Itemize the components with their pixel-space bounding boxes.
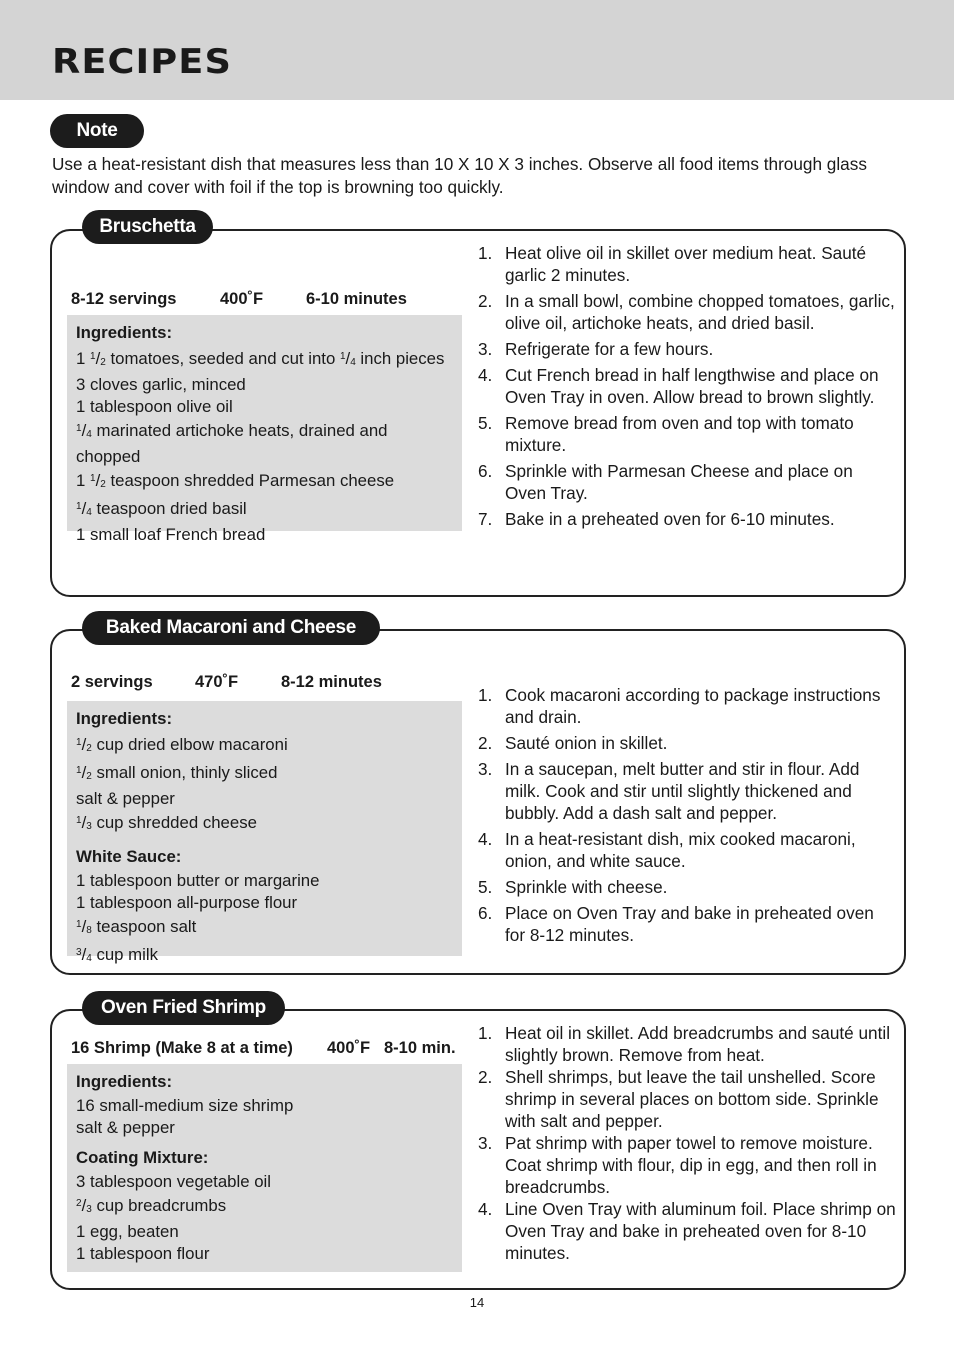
step-item: 4. Line Oven Tray with aluminum foil. Place shrimp on Oven Tray and bake in preheated oven for 8-10 minutes. xyxy=(478,1199,896,1263)
ingredients-panel-bruschetta xyxy=(67,315,462,544)
step-item: 4. Cut French bread in half lengthwise and place on Oven Tray in oven. Allow bread to brown slightly. xyxy=(478,365,879,407)
step-item: 6. Place on Oven Tray and bake in preheated oven for 8-12 minutes. xyxy=(478,903,874,945)
ingredients-heading: Ingredients: xyxy=(76,1072,173,1091)
ingredient-item: $^1/_8$ teaspoon salt xyxy=(76,917,197,936)
page-title: RECIPES xyxy=(52,42,232,82)
ingredient-item: $^3/_4$ cup milk xyxy=(76,945,159,964)
cook-time: 8-10 min. xyxy=(384,1039,456,1057)
ingredient-item: 1 small loaf French bread xyxy=(76,525,266,544)
note-label: Note xyxy=(50,114,144,148)
note-text: Use a heat-resistant dish that measures less than 10 X 10 X 3 inches. Observe all food items through glass window and cover with foil if the top is browning too quickly. xyxy=(52,154,867,197)
step-item: 2. Shell shrimps, but leave the tail unshelled. Score shrimp in several places on bottom side. Sprinkle with salt and pepper. xyxy=(478,1067,879,1131)
step-item: 5. Remove bread from oven and top with tomato mixture. xyxy=(478,413,854,455)
ingredient-item: 1 tablespoon all-purpose flour xyxy=(76,893,298,912)
steps-list-bruschetta xyxy=(478,242,898,534)
step-item: 3. In a saucepan, melt butter and stir in flour. Add milk. Cook and stir until slightly thickened and bubbly. Add a dash salt and pepper. xyxy=(478,759,860,823)
coating-mixture-heading: Coating Mixture: xyxy=(76,1148,209,1167)
ingredient-item: $^2/_3$ cup breadcrumbs xyxy=(76,1196,227,1215)
step-item: 3. Pat shrimp with paper towel to remove moisture. Coat shrimp with flour, dip in egg, and then roll in breadcrumbs. xyxy=(478,1133,877,1197)
ingredient-item: 16 small-medium size shrimp xyxy=(76,1096,294,1115)
step-item: 5. Sprinkle with cheese. xyxy=(478,877,668,897)
page-number: 14 xyxy=(469,1295,485,1310)
step-item: 4. In a heat-resistant dish, mix cooked macaroni, onion, and white sauce. xyxy=(478,829,856,871)
white-sauce-heading: White Sauce: xyxy=(76,847,182,866)
header-band xyxy=(0,0,954,100)
steps-list-macaroni xyxy=(478,684,898,950)
step-item: 2. In a small bowl, combine chopped tomatoes, garlic, olive oil, artichoke heats, and dried basil. xyxy=(478,291,895,333)
step-item: 1. Heat oil in skillet. Add breadcrumbs and sauté until slightly brown. Remove from heat. xyxy=(478,1023,891,1065)
ingredient-item: 3 cloves garlic, minced xyxy=(76,375,246,394)
ingredient-item: 1 tablespoon butter or margarine xyxy=(76,871,320,890)
recipe-title-shrimp: Oven Fried Shrimp xyxy=(82,991,285,1025)
ingredients-panel-macaroni xyxy=(67,701,462,964)
step-item: 6. Sprinkle with Parmesan Cheese and place on Oven Tray. xyxy=(478,461,853,503)
ingredient-item: 1 tablespoon olive oil xyxy=(76,397,233,416)
ingredient-item: 1 tablespoon flour xyxy=(76,1244,210,1263)
servings: 16 Shrimp (Make 8 at a time) xyxy=(71,1039,293,1057)
step-item: 3. Refrigerate for a few hours. xyxy=(478,339,714,359)
ingredient-item: $^1/_4$ marinated artichoke heats, drained and xyxy=(76,421,388,440)
ingredient-item: 1 $^1/_2$ teaspoon shredded Parmesan cheese xyxy=(76,471,395,490)
ingredient-item: 3 tablespoon vegetable oil xyxy=(76,1172,272,1191)
step-item: 1. Heat olive oil in skillet over medium heat. Sauté garlic 2 minutes. xyxy=(478,243,867,285)
ingredient-item: $^1/_2$ cup dried elbow macaroni xyxy=(76,735,288,754)
ingredients-heading: Ingredients: xyxy=(76,709,173,728)
ingredient-item: salt & pepper xyxy=(76,1118,175,1137)
ingredient-item: salt & pepper xyxy=(76,789,175,808)
recipe-title-bruschetta: Bruschetta xyxy=(82,210,213,244)
ingredient-item: 1 $^1/_2$ tomatoes, seeded and cut into $^1/_4$ inch pieces xyxy=(76,349,445,368)
temperature: 400˚F xyxy=(327,1039,371,1057)
temperature: 470˚F xyxy=(195,673,239,691)
cook-time: 6-10 minutes xyxy=(306,290,407,308)
temperature: 400˚F xyxy=(220,290,264,308)
ingredient-item: $^1/_4$ teaspoon dried basil xyxy=(76,499,247,518)
ingredient-item: $^1/_2$ small onion, thinly sliced xyxy=(76,763,278,782)
step-item: 1. Cook macaroni according to package instructions and drain. xyxy=(478,685,881,727)
ingredients-heading: Ingredients: xyxy=(76,323,173,342)
cook-time: 8-12 minutes xyxy=(281,673,382,691)
recipe-title-macaroni: Baked Macaroni and Cheese xyxy=(82,611,380,645)
step-item: 7. Bake in a preheated oven for 6-10 minutes. xyxy=(478,509,835,529)
ingredient-item: 1 egg, beaten xyxy=(76,1222,179,1241)
servings: 8-12 servings xyxy=(71,290,177,308)
ingredient-item: $^1/_3$ cup shredded cheese xyxy=(76,813,257,832)
servings: 2 servings xyxy=(71,673,153,691)
steps-list-shrimp xyxy=(478,1022,898,1264)
ingredient-item: chopped xyxy=(76,447,141,466)
step-item: 2. Sauté onion in skillet. xyxy=(478,733,668,753)
ingredients-panel-shrimp xyxy=(67,1064,462,1272)
